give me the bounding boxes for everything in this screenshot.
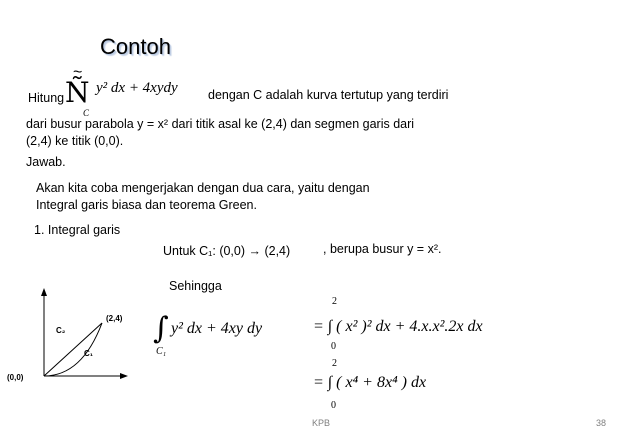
eq2-lower-limit: 0 [331, 400, 336, 411]
point-label: (2,4) [106, 314, 123, 323]
intro-line-1: Akan kita coba mengerjakan dengan dua cara, yaitu dengan [36, 181, 370, 195]
jawab-label: Jawab. [26, 155, 66, 169]
label-c2: C₂ [56, 326, 66, 335]
intro-line-2: Integral garis biasa dan teorema Green. [36, 198, 257, 212]
eq1-expression: = ∫ ( x² )² dx + 4.x.x².2x dx [313, 318, 483, 335]
problem-text-1: dengan C adalah kurva tertutup yang terdiri [208, 88, 449, 102]
problem-text-2: dari busur parabola y = x² dari titik asal ke (2,4) dan segmen garis dari [26, 117, 415, 131]
eq1-upper-limit: 2 [332, 296, 337, 307]
contour-tilde: ~ [73, 64, 83, 81]
footer-label: KPB [312, 418, 331, 428]
contour-subscript: C [83, 108, 90, 118]
x-axis-arrow [120, 373, 128, 379]
page-number: 38 [596, 418, 607, 428]
lhs-integrand: y² dx + 4xy dy [171, 320, 263, 337]
eq2-expression: = ∫ ( x⁴ + 8x⁴ ) dx [313, 374, 427, 391]
section-heading: 1. Integral garis [34, 223, 121, 237]
hitung-label: Hitung [28, 91, 65, 105]
berupa-text: , berupa busur y = x². [323, 242, 442, 256]
lhs-integral-sign: ∫ [153, 311, 169, 346]
untuk-c1: Untuk C₁: (0,0) → (2,4) [163, 244, 291, 258]
curve-diagram [6, 280, 136, 400]
contour-integral-symbol: Ñ [65, 76, 90, 109]
eq2-upper-limit: 2 [332, 358, 337, 369]
y-axis-arrow [41, 288, 47, 296]
segment-c2 [44, 323, 102, 376]
label-c1: C₁ [84, 349, 94, 358]
problem-text-3: (2,4) ke titik (0,0). [26, 134, 124, 148]
origin-label: (0,0) [7, 373, 24, 382]
slide-title: Contoh [100, 34, 171, 59]
lhs-subscript: C₁ [156, 346, 167, 357]
eq1-lower-limit: 0 [331, 341, 336, 352]
problem-integrand: y² dx + 4xydy [96, 80, 178, 96]
sehingga-label: Sehingga [169, 279, 222, 293]
